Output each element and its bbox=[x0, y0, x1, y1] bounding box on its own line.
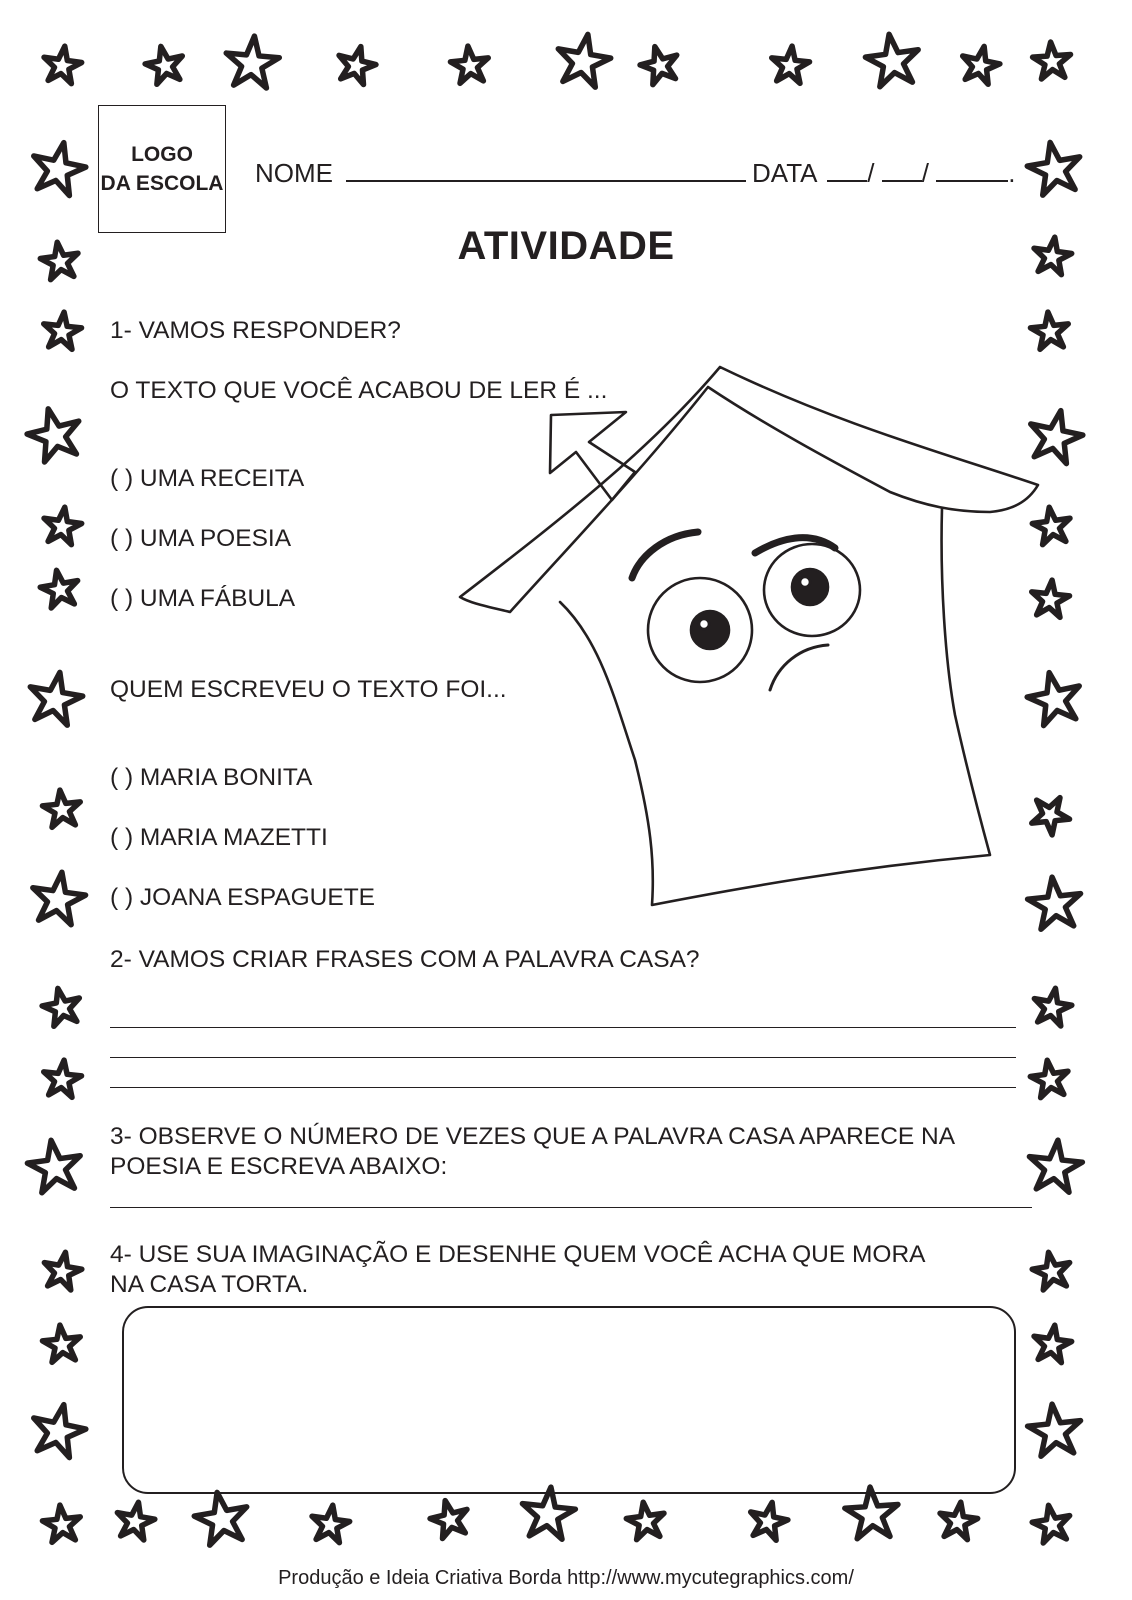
date-day-blank[interactable] bbox=[827, 158, 867, 182]
left-pupil bbox=[691, 611, 729, 649]
date-field[interactable] bbox=[752, 158, 1015, 189]
left-eye-glint bbox=[699, 619, 709, 629]
date-separator-2: / bbox=[921, 158, 929, 188]
q2-answer-line-3[interactable] bbox=[110, 1087, 1016, 1088]
page-title: ATIVIDADE bbox=[457, 224, 675, 268]
q3-heading-line1: 3- OBSERVE O NÚMERO DE VEZES QUE A PALAVRA CASA APARECE NA bbox=[110, 1123, 956, 1150]
date-year-blank[interactable] bbox=[936, 158, 1008, 182]
name-label: NOME bbox=[255, 158, 333, 188]
house-body bbox=[560, 508, 990, 905]
house-chimney bbox=[550, 412, 635, 500]
q1-option-maria-mazetti[interactable]: ( ) MARIA MAZETTI bbox=[110, 824, 328, 851]
sad-mouth bbox=[770, 645, 828, 690]
q1-option-maria-bonita[interactable]: ( ) MARIA BONITA bbox=[110, 764, 313, 791]
q4-drawing-box[interactable] bbox=[122, 1306, 1016, 1494]
logo-text-line2: DA ESCOLA bbox=[100, 172, 224, 195]
q1-prompt-text-type: O TEXTO QUE VOCÊ ACABOU DE LER É ... bbox=[110, 377, 608, 404]
name-blank-line[interactable] bbox=[346, 158, 746, 182]
q4-heading-line2: NA CASA TORTA. bbox=[110, 1271, 309, 1298]
q2-heading: 2- VAMOS CRIAR FRASES COM A PALAVRA CASA? bbox=[110, 946, 700, 973]
school-logo-placeholder bbox=[98, 105, 226, 233]
right-eye-glint bbox=[800, 577, 810, 587]
date-month-blank[interactable] bbox=[882, 158, 922, 182]
q1-heading: 1- VAMOS RESPONDER? bbox=[110, 317, 401, 344]
date-separator-1: / bbox=[867, 158, 875, 188]
q1-option-receita[interactable]: ( ) UMA RECEITA bbox=[110, 465, 305, 492]
right-pupil bbox=[792, 569, 828, 605]
left-eyebrow bbox=[632, 532, 698, 578]
date-end-dot: . bbox=[1008, 158, 1016, 188]
q1-prompt-author: QUEM ESCREVEU O TEXTO FOI... bbox=[110, 676, 507, 703]
name-field[interactable] bbox=[255, 158, 746, 189]
q1-option-fabula[interactable]: ( ) UMA FÁBULA bbox=[110, 585, 296, 612]
date-label: DATA bbox=[752, 158, 817, 188]
q2-answer-line-1[interactable] bbox=[110, 1027, 1016, 1028]
q2-answer-line-2[interactable] bbox=[110, 1057, 1016, 1058]
q4-heading-line1: 4- USE SUA IMAGINAÇÃO E DESENHE QUEM VOCÊ ACHA QUE MORA bbox=[110, 1241, 926, 1268]
credit-footer: Produção e Ideia Criativa Borda http://www.mycutegraphics.com/ bbox=[278, 1567, 854, 1589]
logo-text-line1: LOGO bbox=[131, 143, 193, 166]
q3-answer-line[interactable] bbox=[110, 1207, 1032, 1208]
q1-option-joana-espaguete[interactable]: ( ) JOANA ESPAGUETE bbox=[110, 884, 376, 911]
q1-option-poesia[interactable]: ( ) UMA POESIA bbox=[110, 525, 292, 552]
q3-heading-line2: POESIA E ESCREVA ABAIXO: bbox=[110, 1153, 448, 1180]
